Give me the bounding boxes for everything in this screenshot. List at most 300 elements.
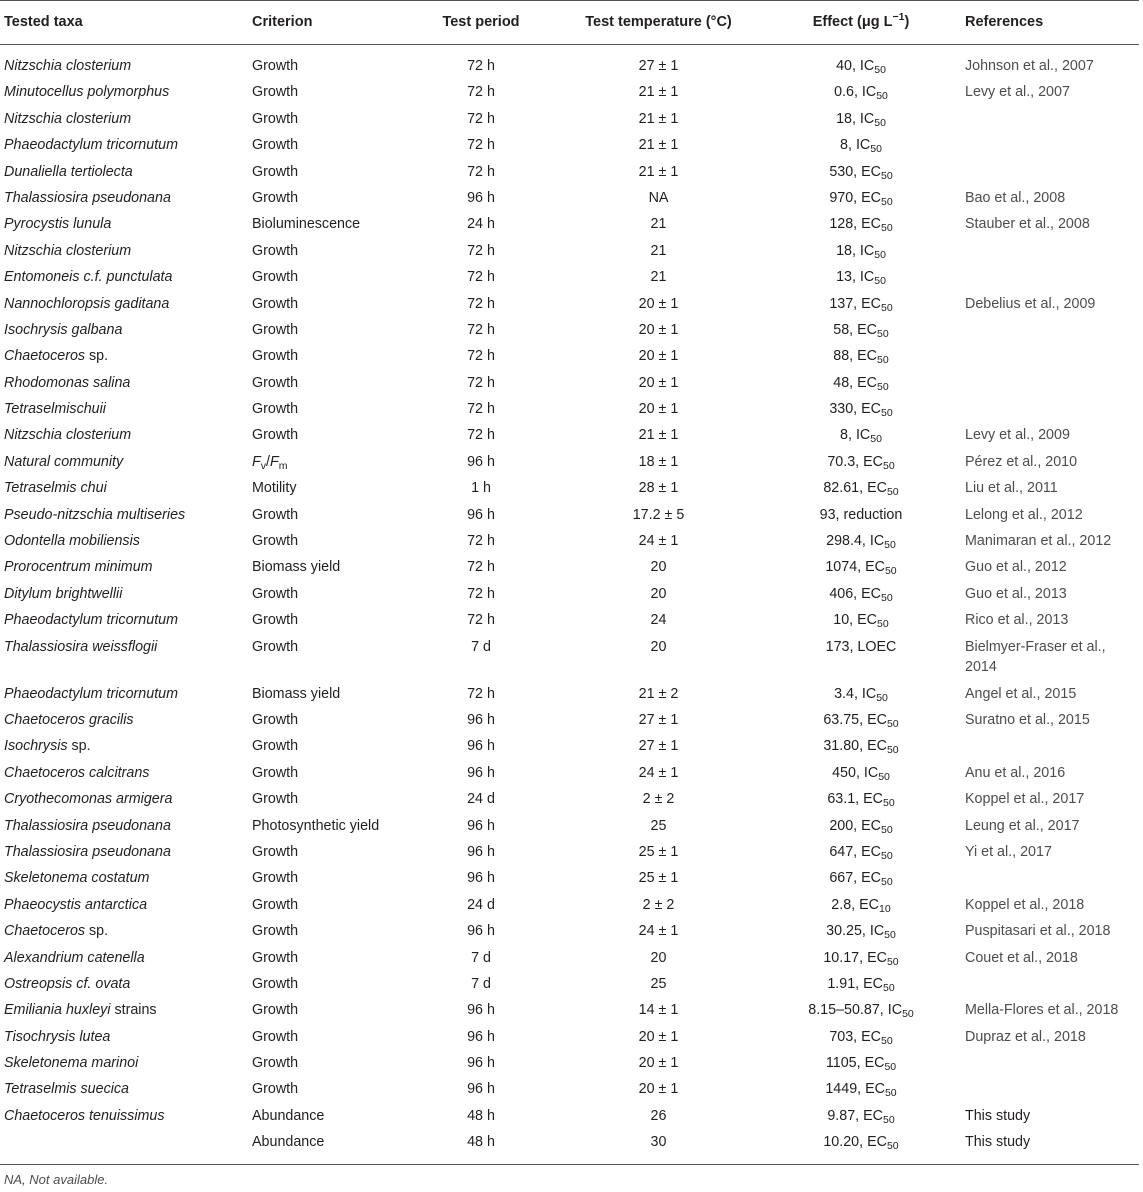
reference-text: Levy et al., 2007 — [965, 84, 1070, 101]
cell-taxa — [0, 1053, 246, 1079]
effect-type: IC — [869, 533, 885, 550]
cell-temperature — [556, 1079, 761, 1105]
cell-period — [406, 584, 556, 610]
header-references: References — [965, 14, 1044, 30]
cell-taxa — [0, 267, 246, 293]
effect-subscript: 50 — [881, 1034, 893, 1047]
cell-effect — [761, 557, 961, 583]
effect-value: 18, — [836, 110, 860, 127]
cell-effect — [761, 637, 961, 684]
effect-value: 30.25, — [826, 923, 870, 940]
criterion-text: Growth — [252, 738, 299, 755]
reference-text: Bao et al., 2008 — [965, 189, 1066, 206]
effect-type: EC — [867, 1134, 887, 1151]
cell-period — [406, 478, 556, 504]
cell-reference — [961, 789, 1139, 815]
effect-value: 10, — [833, 612, 858, 629]
period-text: 96 h — [467, 764, 495, 781]
cell-taxa — [0, 135, 246, 161]
reference-text: Suratno et al., 2015 — [965, 711, 1090, 728]
effect-subscript: 50 — [884, 539, 896, 552]
header-temperature: Test temperature (°C) — [585, 14, 732, 30]
effect-value: 1105, — [825, 1055, 865, 1072]
period-text: 72 h — [467, 295, 495, 312]
table-row — [0, 1079, 1139, 1105]
cell-temperature — [556, 1132, 761, 1158]
cell-reference — [961, 684, 1139, 710]
criterion-text: Growth — [252, 1002, 299, 1019]
criterion-text: Growth — [252, 791, 299, 808]
cell-effect — [761, 1106, 961, 1132]
cell-period — [406, 425, 556, 451]
cell-taxa — [0, 82, 246, 108]
table-row — [0, 373, 1139, 399]
criterion-text: Biomass yield — [252, 559, 341, 576]
cell-taxa — [0, 241, 246, 267]
table-row — [0, 637, 1139, 684]
effect-value: 58, — [833, 321, 858, 338]
cell-taxa — [0, 736, 246, 762]
criterion-text: Growth — [252, 843, 299, 860]
cell-effect — [761, 241, 961, 267]
cell-reference — [961, 373, 1139, 399]
criterion-text: Motility — [252, 480, 297, 497]
cell-reference — [961, 452, 1139, 478]
reference-text: Dupraz et al., 2018 — [965, 1028, 1086, 1045]
temperature-text: 25 — [650, 975, 667, 992]
cell-temperature — [556, 1000, 761, 1026]
effect-value: 667, — [829, 870, 862, 887]
effect-value: 647, — [829, 843, 862, 860]
criterion-text: Photosynthetic yield — [252, 817, 380, 834]
temperature-text: 27 ± 1 — [638, 58, 679, 74]
temperature-text: 21 ± 2 — [638, 685, 679, 702]
cell-taxa — [0, 1027, 246, 1053]
table-row — [0, 294, 1139, 320]
effect-type: EC — [867, 949, 887, 966]
cell-temperature — [556, 267, 761, 293]
taxa-name: Nitzschia closterium — [4, 110, 132, 127]
cell-temperature — [556, 135, 761, 161]
criterion-text: Biomass yield — [252, 685, 341, 702]
cell-reference — [961, 610, 1139, 636]
table-row — [0, 425, 1139, 451]
cell-reference — [961, 1132, 1139, 1158]
cell-effect — [761, 452, 961, 478]
taxa-name: Phaeodactylum tricornutum — [4, 685, 179, 702]
period-text: 24 h — [467, 216, 495, 233]
criterion-text: Bioluminescence — [252, 216, 361, 233]
cell-taxa — [0, 399, 246, 425]
taxa-name: Nitzschia closterium — [4, 242, 132, 259]
cell-criterion — [246, 294, 406, 320]
cell-criterion — [246, 763, 406, 789]
criterion-text: Growth — [252, 711, 299, 728]
criterion-text: Growth — [252, 949, 299, 966]
cell-temperature — [556, 816, 761, 842]
cell-effect — [761, 763, 961, 789]
table-row — [0, 1000, 1139, 1026]
cell-effect — [761, 162, 961, 188]
period-text: 72 h — [467, 321, 495, 338]
effect-type: EC — [861, 189, 881, 206]
criterion-text: Growth — [252, 612, 299, 629]
cell-criterion — [246, 789, 406, 815]
temperature-text: 20 — [650, 949, 667, 966]
cell-effect — [761, 267, 961, 293]
period-text: 1 h — [471, 480, 491, 497]
criterion-text: Growth — [252, 348, 299, 365]
cell-effect — [761, 948, 961, 974]
reference-text: Guo et al., 2012 — [965, 559, 1067, 576]
effect-value: 200, — [829, 817, 862, 834]
table-row — [0, 868, 1139, 894]
cell-period — [406, 531, 556, 557]
table-body — [0, 44, 1139, 1159]
taxa-name: Nitzschia closterium — [4, 58, 132, 74]
criterion-text: Growth — [252, 1028, 299, 1045]
effect-value: 82.61, — [823, 480, 868, 497]
effect-subscript: 50 — [886, 955, 899, 968]
temperature-text: 21 ± 1 — [638, 110, 679, 127]
taxa-name: Thalassiosira weissflogii — [4, 638, 158, 655]
effect-type: IC — [855, 427, 871, 444]
effect-value: 298.4, — [826, 533, 870, 550]
cell-period — [406, 789, 556, 815]
temperature-text: 21 ± 1 — [638, 163, 679, 180]
criterion-text: Growth — [252, 585, 299, 602]
cell-effect — [761, 425, 961, 451]
cell-taxa — [0, 1132, 246, 1158]
effect-subscript: 50 — [884, 1061, 897, 1074]
period-text: 96 h — [467, 1002, 495, 1019]
criterion-text: Growth — [252, 242, 299, 259]
temperature-text: 2 ± 2 — [642, 791, 675, 808]
criterion-text: Growth — [252, 975, 299, 992]
period-text: 96 h — [467, 453, 495, 470]
temperature-text: 21 ± 1 — [638, 137, 679, 154]
table-row — [0, 505, 1139, 531]
effect-value: 2.8, — [831, 896, 860, 913]
cell-taxa — [0, 214, 246, 240]
criterion-slash: / — [265, 453, 270, 470]
taxa-name: Rhodomonas salina — [4, 374, 131, 391]
period-text: 24 d — [467, 896, 495, 913]
effect-type: EC — [863, 453, 883, 470]
period-text: 96 h — [467, 1081, 495, 1098]
cell-period — [406, 736, 556, 762]
cell-reference — [961, 505, 1139, 531]
temperature-text: 24 — [650, 612, 667, 629]
table-row — [0, 82, 1139, 108]
table-row — [0, 44, 1139, 82]
effect-subscript: 50 — [882, 797, 895, 810]
reference-text: Pérez et al., 2010 — [965, 453, 1078, 470]
table-row — [0, 162, 1139, 188]
cell-criterion — [246, 162, 406, 188]
cell-criterion — [246, 736, 406, 762]
table-row — [0, 895, 1139, 921]
cell-period — [406, 710, 556, 736]
reference-text: Koppel et al., 2017 — [965, 791, 1085, 808]
cell-reference — [961, 557, 1139, 583]
period-text: 7 d — [471, 949, 491, 966]
effect-type: EC — [867, 711, 887, 728]
period-text: 72 h — [467, 348, 495, 365]
cell-temperature — [556, 584, 761, 610]
cell-reference — [961, 425, 1139, 451]
cell-taxa — [0, 921, 246, 947]
period-text: 72 h — [467, 533, 495, 550]
table-row — [0, 320, 1139, 346]
table-row — [0, 584, 1139, 610]
reference-text: Levy et al., 2009 — [965, 427, 1070, 444]
header-criterion: Criterion — [252, 14, 313, 30]
taxa-name: Phaeodactylum tricornutum — [4, 612, 179, 629]
reference-text: Guo et al., 2013 — [965, 585, 1067, 602]
reference-text: Angel et al., 2015 — [965, 685, 1077, 702]
effect-type: EC — [863, 1107, 883, 1124]
table-row — [0, 399, 1139, 425]
effect-type: IC — [859, 242, 875, 259]
effect-value: 31.80, — [823, 738, 868, 755]
reference-text: Debelius et al., 2009 — [965, 295, 1096, 312]
effect-value: 530, — [829, 163, 862, 180]
cell-taxa — [0, 162, 246, 188]
period-text: 72 h — [467, 401, 495, 418]
cell-criterion — [246, 1106, 406, 1132]
taxa-name: Chaetoceros — [4, 923, 86, 940]
taxa-name: Chaetoceros gracilis — [4, 711, 134, 728]
effect-value: 9.87, — [827, 1107, 864, 1124]
criterion-text: Growth — [252, 764, 299, 781]
temperature-text: 27 ± 1 — [638, 738, 679, 755]
table-row — [0, 214, 1139, 240]
criterion-text: Growth — [252, 269, 299, 286]
cell-temperature — [556, 710, 761, 736]
effect-subscript: 50 — [874, 248, 886, 261]
criterion-text: Growth — [252, 110, 299, 127]
cell-reference — [961, 948, 1139, 974]
cell-period — [406, 868, 556, 894]
table-row — [0, 478, 1139, 504]
header-effect: Effect (μg $L^{-1}$) — [812, 11, 910, 30]
criterion-text: Abundance — [252, 1107, 325, 1124]
cell-criterion — [246, 1132, 406, 1158]
period-text: 72 h — [467, 84, 495, 101]
cell-effect — [761, 109, 961, 135]
cell-period — [406, 1132, 556, 1158]
effect-type: EC — [857, 374, 878, 391]
cell-temperature — [556, 557, 761, 583]
header-row — [0, 0, 1139, 44]
criterion-text: Growth — [252, 295, 299, 312]
reference-text: Johnson et al., 2007 — [965, 58, 1094, 74]
effect-type: EC — [867, 738, 887, 755]
table-row — [0, 1106, 1139, 1132]
effect-type: IC — [887, 1002, 903, 1019]
period-text: 7 d — [471, 638, 491, 655]
cell-temperature — [556, 425, 761, 451]
cell-period — [406, 399, 556, 425]
taxa-name: Cryothecomonas armigera — [4, 791, 173, 808]
cell-effect — [761, 188, 961, 214]
cell-reference — [961, 214, 1139, 240]
temperature-text: 25 ± 1 — [638, 843, 679, 860]
temperature-text: 20 ± 1 — [638, 295, 679, 312]
cell-period — [406, 44, 556, 82]
cell-reference — [961, 135, 1139, 161]
cell-reference — [961, 82, 1139, 108]
reference-text: Lelong et al., 2012 — [965, 506, 1083, 523]
criterion-text: Growth — [252, 401, 299, 418]
table-row — [0, 1053, 1139, 1079]
effect-subscript: 50 — [881, 591, 893, 604]
cell-temperature — [556, 948, 761, 974]
temperature-text: 24 ± 1 — [638, 764, 679, 781]
cell-effect — [761, 789, 961, 815]
cell-effect — [761, 135, 961, 161]
table-row — [0, 842, 1139, 868]
cell-criterion — [246, 816, 406, 842]
criterion-fm-sub: m — [278, 459, 288, 472]
cell-effect — [761, 346, 961, 372]
cell-reference — [961, 816, 1139, 842]
period-text: 72 h — [467, 58, 495, 74]
criterion-text: Growth — [252, 896, 299, 913]
cell-temperature — [556, 452, 761, 478]
period-text: 72 h — [467, 559, 495, 576]
cell-period — [406, 1000, 556, 1026]
temperature-text: 20 ± 1 — [638, 1081, 679, 1098]
cell-period — [406, 162, 556, 188]
criterion-text: Growth — [252, 84, 299, 101]
cell-taxa — [0, 1106, 246, 1132]
cell-effect — [761, 399, 961, 425]
table-row — [0, 816, 1139, 842]
cell-temperature — [556, 974, 761, 1000]
effect-type: IC — [859, 269, 875, 286]
cell-effect — [761, 1000, 961, 1026]
taxa-name: Odontella mobiliensis — [4, 533, 140, 550]
cell-criterion — [246, 895, 406, 921]
cell-criterion — [246, 478, 406, 504]
cell-temperature — [556, 320, 761, 346]
effect-subscript: 50 — [882, 1113, 895, 1126]
cell-criterion — [246, 267, 406, 293]
effect-value: 63.1, — [827, 791, 864, 808]
period-text: 72 h — [467, 612, 495, 629]
effect-type: IC — [859, 110, 875, 127]
cell-temperature — [556, 44, 761, 82]
effect-value: 128, — [829, 216, 862, 233]
cell-criterion — [246, 425, 406, 451]
cell-criterion — [246, 531, 406, 557]
cell-temperature — [556, 162, 761, 188]
cell-taxa — [0, 188, 246, 214]
cell-period — [406, 637, 556, 684]
cell-criterion — [246, 135, 406, 161]
effect-subscript: 50 — [884, 1087, 897, 1100]
effect-value: 93, reduction — [819, 506, 903, 523]
cell-effect — [761, 1053, 961, 1079]
cell-criterion — [246, 82, 406, 108]
effect-type: EC — [864, 1055, 885, 1072]
cell-effect — [761, 816, 961, 842]
cell-criterion — [246, 399, 406, 425]
taxa-name: Skeletonema marinoi — [4, 1055, 139, 1072]
cell-temperature — [556, 241, 761, 267]
cell-period — [406, 109, 556, 135]
taxa-name: Entomoneis c.f. punctulata — [4, 269, 173, 286]
cell-period — [406, 241, 556, 267]
cell-effect — [761, 1132, 961, 1158]
cell-criterion — [246, 1053, 406, 1079]
cell-period — [406, 214, 556, 240]
effect-type: EC — [865, 559, 885, 576]
cell-temperature — [556, 1106, 761, 1132]
taxa-name: Tetraselmis suecica — [4, 1081, 130, 1098]
period-text: 72 h — [467, 374, 495, 391]
effect-type: EC — [861, 843, 881, 860]
period-text: 96 h — [467, 817, 495, 834]
period-text: 96 h — [467, 870, 495, 887]
taxa-qualifier: sp. — [85, 923, 109, 940]
temperature-text: 26 — [650, 1107, 667, 1124]
cell-period — [406, 452, 556, 478]
cell-taxa — [0, 1079, 246, 1105]
period-text: 96 h — [467, 1055, 495, 1072]
effect-value: 18, — [836, 242, 860, 259]
cell-taxa — [0, 868, 246, 894]
cell-reference — [961, 162, 1139, 188]
taxa-name: Chaetoceros — [4, 348, 86, 365]
reference-text: Mella-Flores et al., 2018 — [965, 1002, 1119, 1019]
taxa-name: Nitzschia closterium — [4, 427, 132, 444]
effect-subscript: 50 — [877, 327, 889, 340]
cell-temperature — [556, 868, 761, 894]
table-row — [0, 557, 1139, 583]
cell-criterion — [246, 974, 406, 1000]
cell-reference — [961, 921, 1139, 947]
cell-criterion — [246, 637, 406, 684]
effect-type: EC — [861, 1028, 881, 1045]
cell-criterion — [246, 710, 406, 736]
table-row — [0, 1027, 1139, 1053]
taxa-name: Dunaliella tertiolecta — [4, 163, 133, 180]
table-row — [0, 241, 1139, 267]
period-text: 72 h — [467, 427, 495, 444]
effect-subscript: 50 — [886, 717, 899, 730]
effect-value: 1074, — [825, 559, 866, 576]
header-taxa: Tested taxa — [4, 14, 83, 30]
temperature-text: 20 ± 1 — [638, 1028, 679, 1045]
cell-temperature — [556, 399, 761, 425]
cell-taxa — [0, 109, 246, 135]
cell-criterion — [246, 214, 406, 240]
taxa-name: Tisochrysis lutea — [4, 1028, 111, 1045]
temperature-text: 21 — [650, 216, 667, 233]
temperature-text: 25 ± 1 — [638, 870, 679, 887]
effect-value: 3.4, — [834, 685, 862, 702]
cell-temperature — [556, 82, 761, 108]
effect-subscript: 50 — [886, 1140, 899, 1153]
cell-period — [406, 763, 556, 789]
temperature-text: 20 ± 1 — [638, 374, 679, 391]
cell-effect — [761, 868, 961, 894]
cell-taxa — [0, 557, 246, 583]
table-row — [0, 710, 1139, 736]
